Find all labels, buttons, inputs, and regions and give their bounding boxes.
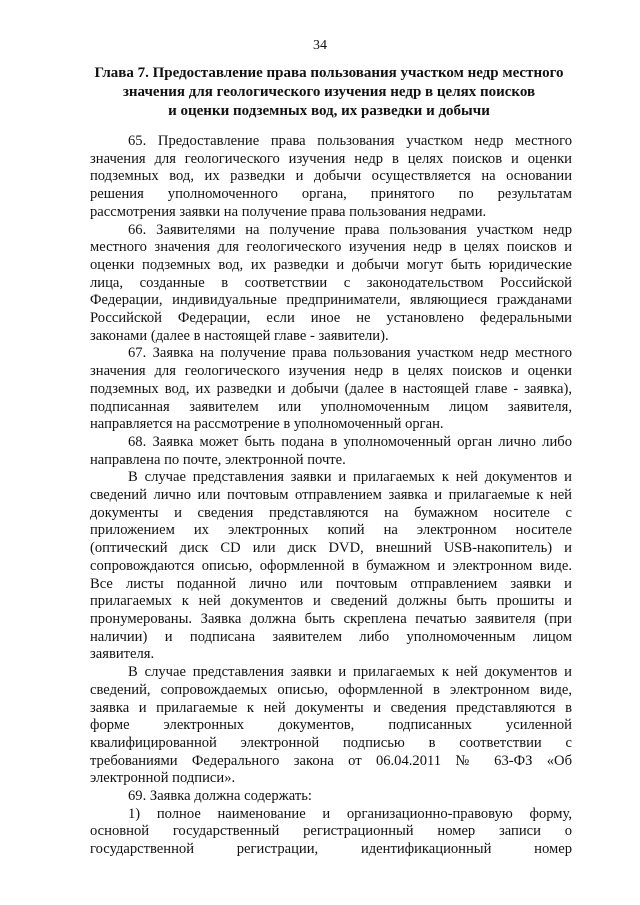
paragraph-line: сведений, сопровождаемых описью, оформленной в электронном виде, bbox=[90, 681, 572, 698]
paragraph-line: оценки подземных вод, их разведки и добычи могут быть юридические bbox=[90, 256, 572, 273]
paragraph-line: лица, созданные в соответствии с законодательством Российской bbox=[90, 274, 572, 291]
paragraph-line: В случае представления заявки и прилагаемых к ней документов и bbox=[128, 469, 572, 486]
chapter-title bbox=[86, 64, 572, 121]
paragraph-line: направляется на рассмотрение в уполномоченный орган. bbox=[90, 416, 444, 433]
page-number: 34 bbox=[313, 38, 327, 53]
paragraph-line: Российской Федерации, если иное не установлено федеральными bbox=[90, 310, 572, 327]
paragraph-line: 69. Заявка должна содержать: bbox=[128, 788, 312, 805]
paragraph bbox=[90, 434, 572, 469]
paragraph-line: заявка и прилагаемые к ней документы и сведения представляются в bbox=[90, 699, 572, 716]
paragraph bbox=[90, 469, 572, 664]
paragraph-line: подписанная заявителем или уполномоченным лицом заявителя, bbox=[90, 398, 572, 415]
paragraph bbox=[90, 664, 572, 788]
paragraph-line: государственной регистрации, идентификационный номер bbox=[90, 841, 572, 858]
paragraph-line: сопровождаются описью, оформленной в бумажном и электронном виде. bbox=[90, 557, 572, 574]
paragraph-line: решения уполномоченного органа, принятого по результатам bbox=[90, 186, 572, 203]
paragraph-line: 68. Заявка может быть подана в уполномоченный орган лично либо bbox=[128, 433, 572, 450]
paragraph-line: подземных вод, их разведки и добычи (далее в настоящей главе - заявка), bbox=[90, 380, 572, 397]
paragraph-line: 66. Заявителями на получение права пользования участком недр bbox=[128, 221, 572, 238]
paragraph-line: подземных вод, их разведки и добычи осуществляется на основании bbox=[90, 168, 572, 185]
paragraph-line: значения для геологического изучения недр в целях поисков и оценки bbox=[90, 363, 572, 380]
paragraph bbox=[90, 788, 572, 806]
paragraph-line: Федерации, индивидуальные предприниматели, являющиеся гражданами bbox=[90, 292, 572, 309]
paragraph-line: значения для геологического изучения недр в целях поисков и оценки bbox=[90, 150, 572, 167]
paragraph-line: наличии) и подписана заявителем либо уполномоченным лицом bbox=[90, 628, 572, 645]
paragraph-line: требованиями Федерального закона от 06.04.2011 № 63-ФЗ «Об bbox=[90, 752, 572, 769]
paragraph-line: рассмотрения заявки на получение права пользования недрами. bbox=[90, 203, 487, 220]
paragraph bbox=[90, 345, 572, 434]
chapter-title-line: значения для геологического изучения недр в целях поисков bbox=[122, 84, 536, 100]
paragraph-line: прилагаемых к ней документов и сведений должны быть прошиты и bbox=[90, 593, 572, 610]
paragraph-line: местного значения для геологического изучения недр в целях поисков и bbox=[90, 239, 572, 256]
paragraph-line: заявителя. bbox=[90, 646, 155, 663]
paragraph-line: В случае представления заявки и прилагаемых к ней документов и bbox=[128, 664, 572, 681]
paragraph-line: приложением их электронных копий на электронном носителе bbox=[90, 522, 572, 539]
paragraph bbox=[90, 806, 572, 859]
paragraph-line: Все листы поданной лично или почтовым отправлением заявки и bbox=[90, 575, 572, 592]
paragraph bbox=[90, 133, 572, 222]
paragraph-line: документы и сведения представляются на бумажном носителе с bbox=[90, 504, 572, 521]
paragraph-line: законами (далее в настоящей главе - заявители). bbox=[90, 327, 389, 344]
chapter-title-line: и оценки подземных вод, их разведки и добычи bbox=[168, 103, 490, 119]
paragraph-line: пронумерованы. Заявка должна быть скреплена печатью заявителя (при bbox=[90, 610, 572, 627]
paragraph-line: 1) полное наименование и организационно-правовую форму, bbox=[128, 805, 572, 822]
paragraph-line: (оптический диск CD или диск DVD, внешний USB-накопитель) и bbox=[90, 540, 572, 557]
paragraph-line: направлена по почте, электронной почте. bbox=[90, 451, 346, 468]
paragraph-line: квалифицированной электронной подписью в соответствии с bbox=[90, 734, 572, 751]
paragraph-line: 67. Заявка на получение права пользования участком недр местного bbox=[128, 345, 572, 362]
body-text bbox=[90, 133, 572, 859]
paragraph-line: форме электронных документов, подписанных усиленной bbox=[90, 717, 572, 734]
paragraph-line: основной государственный регистрационный номер записи о bbox=[90, 823, 572, 840]
paragraph-line: электронной подписи». bbox=[90, 770, 236, 787]
chapter-title-line: Глава 7. Предоставление права пользования участком недр местного bbox=[94, 65, 564, 81]
paragraph bbox=[90, 222, 572, 346]
paragraph-line: сведений лично или почтовым отправлением заявка и прилагаемые к ней bbox=[90, 487, 572, 504]
paragraph-line: 65. Предоставление права пользования участком недр местного bbox=[128, 133, 572, 149]
